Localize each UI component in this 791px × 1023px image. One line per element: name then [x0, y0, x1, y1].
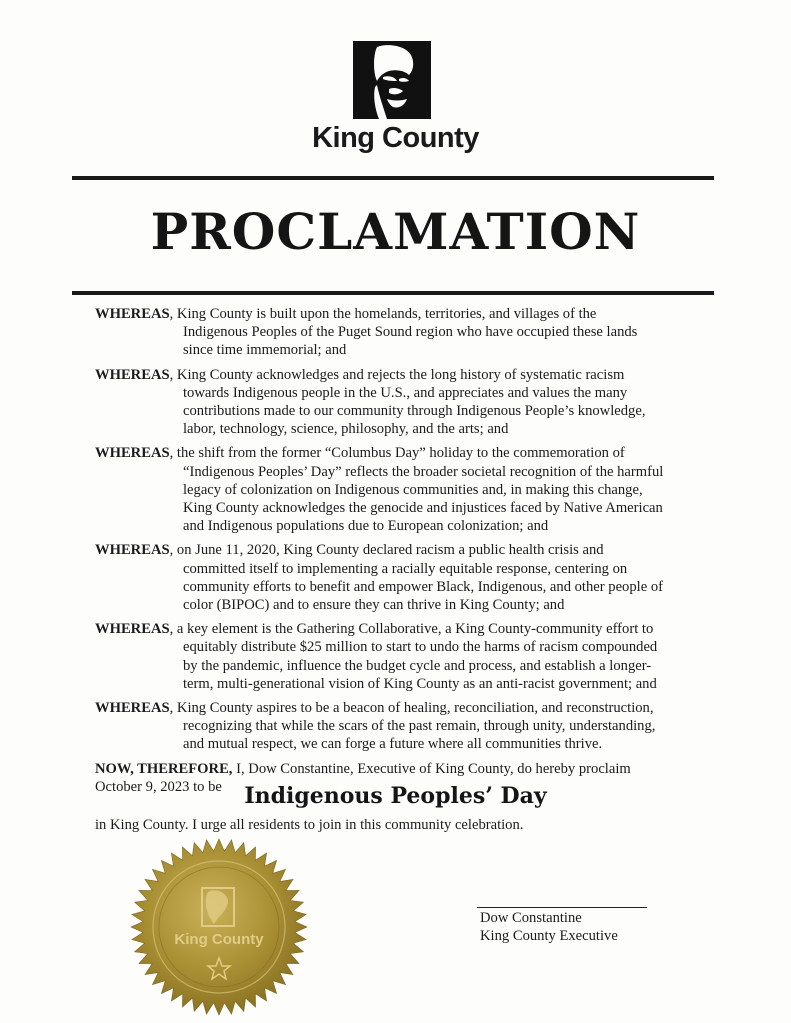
whereas-keyword: WHEREAS [95, 621, 170, 638]
clause-line: recognizing that while the scars of the past remain, through unity, understanding, [183, 718, 656, 735]
clause-line: towards Indigenous people in the U.S., and appreciates and values the many [183, 384, 628, 401]
clause-text: , the shift from the former “Columbus Day” holiday to the commemoration of [169, 445, 625, 462]
org-name: King County [312, 122, 479, 154]
clause-line: committed itself to implementing a racially equitable response, centering on [183, 560, 628, 577]
page-title: PROCLAMATION [150, 202, 641, 261]
whereas-clause [95, 444, 715, 535]
whereas-clause [95, 620, 715, 693]
resolution-text: I, Dow Constantine, Executive of King County, do hereby proclaim [232, 760, 631, 777]
whereas-keyword: WHEREAS [95, 542, 170, 559]
clause-line: term, multi-generational vision of King County as an anti-racist government; and [183, 675, 657, 692]
clause-line: and Indigenous populations due to European colonization; and [183, 518, 549, 535]
top-divider [72, 176, 714, 180]
clause-line: since time immemorial; and [183, 342, 347, 359]
honoree-title: Indigenous Peoples’ Day [244, 783, 547, 809]
now-therefore-keyword: NOW, THEREFORE, [95, 760, 233, 777]
proclamation-body [95, 305, 715, 796]
clause-line: equitably distribute $25 million to start to undo the harms of racism compounded [183, 639, 658, 656]
clause-text: , King County acknowledges and rejects the long history of systematic racism [169, 366, 625, 383]
whereas-keyword: WHEREAS [95, 445, 170, 462]
clause-text: , King County aspires to be a beacon of healing, reconciliation, and reconstruction, [169, 700, 654, 717]
clause-line: Indigenous Peoples of the Puget Sound region who have occupied these lands [183, 324, 638, 341]
whereas-clause [95, 305, 715, 360]
closing-text: in King County. I urge all residents to join in this community celebration. [95, 817, 524, 833]
clause-line: “Indigenous Peoples’ Day” reflects the broader societal recognition of the harmful [183, 463, 664, 480]
whereas-keyword: WHEREAS [95, 306, 170, 322]
whereas-keyword: WHEREAS [95, 366, 170, 383]
whereas-keyword: WHEREAS [95, 700, 170, 717]
clause-line: labor, technology, science, philosophy, and the arts; and [183, 421, 509, 438]
bottom-divider [72, 291, 714, 295]
clause-line: by the pandemic, influence the budget cycle and process, and establish a longer- [183, 657, 652, 674]
whereas-clause [95, 541, 715, 614]
whereas-clause [95, 699, 715, 754]
seal-text: King County [174, 931, 264, 948]
clause-line: color (BIPOC) and to ensure they can thrive in King County; and [183, 597, 565, 614]
clause-text: , on June 11, 2020, King County declared racism a public health crisis and [169, 542, 604, 559]
clause-text: , a key element is the Gathering Collaborative, a King County-community effort to [169, 621, 654, 638]
king-county-logo [353, 41, 431, 119]
clause-line: King County acknowledges the genocide and injustices faced by Native American [183, 500, 663, 517]
clause-text: , King County is built upon the homelands, territories, and villages of the [169, 306, 597, 322]
clause-line: and mutual respect, we can forge a future where all communities thrive. [183, 736, 603, 753]
clause-line: legacy of colonization on Indigenous communities and, in making this change, [183, 481, 643, 498]
resolution-date: October 9, 2023 to be [95, 778, 222, 795]
whereas-clause [95, 366, 715, 439]
gold-seal [130, 838, 308, 1016]
signer-title: King County Executive [480, 928, 618, 944]
clause-line: community efforts to benefit and empower Black, Indigenous, and other people of [183, 578, 663, 595]
clause-line: contributions made to our community through Indigenous People’s knowledge, [183, 403, 646, 420]
signature-line [477, 907, 647, 908]
signer-name: Dow Constantine [480, 910, 582, 926]
